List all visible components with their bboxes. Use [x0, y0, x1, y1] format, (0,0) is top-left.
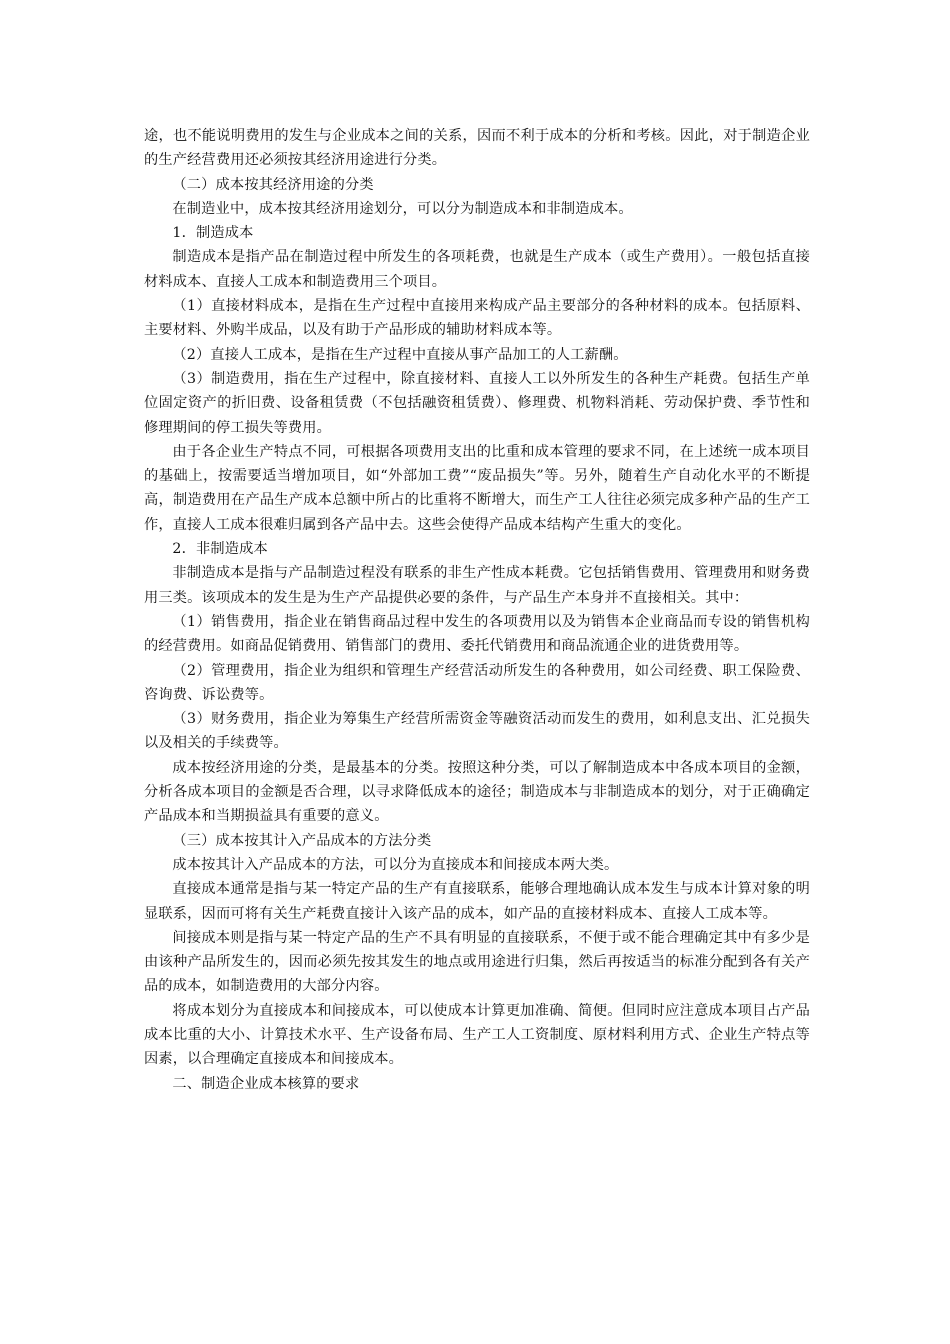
section-heading-economic-use: （二）成本按其经济用途的分类: [172, 176, 374, 193]
paragraph: 直接成本通常是指与某一特定产品的生产有直接联系，能够合理地确认成本发生与成本计算对象的明显联系，因而可将有关生产耗费直接计入该产品的成本，如产品的直接材料成本、直接人工成本等。: [144, 881, 810, 922]
subheading-non-manufacturing-cost: 2．非制造成本: [172, 541, 268, 558]
document-page: [144, 124, 810, 1096]
list-item: （3）制造费用，指在生产过程中，除直接材料、直接人工以外所发生的各种生产耗费。包括生产单位固定资产的折旧费、设备租赁费（不包括融资租赁费）、修理费、机物料消耗、劳动保护费、季节性和修理期间的停工损失等费用。: [144, 370, 810, 436]
paragraph: 制造成本是指产品在制造过程中所发生的各项耗费，也就是生产成本（或生产费用）。一般包括直接材料成本、直接人工成本和制造费用三个项目。: [144, 249, 810, 290]
paragraph: 由于各企业生产特点不同，可根据各项费用支出的比重和成本管理的要求不同，在上述统一成本项目的基础上，按需要适当增加项目，如“外部加工费”“废品损失”等。另外，随着生产自动化水平的不断提高，制造费用在产品生产成本总额中所占的比重将不断增大，而生产工人往往必须完成多种产品的生产工作，直接人工成本很难归属到各产品中去。这些会使得产品成本结构产生重大的变化。: [144, 443, 810, 533]
chapter-heading-requirements: 二、制造企业成本核算的要求: [172, 1075, 360, 1092]
list-item: （1）直接材料成本，是指在生产过程中直接用来构成产品主要部分的各种材料的成本。包括原料、主要材料、外购半成品，以及有助于产品形成的辅助材料成本等。: [144, 298, 810, 339]
paragraph-continuation: 途，也不能说明费用的发生与企业成本之间的关系，因而不利于成本的分析和考核。因此，对于制造企业的生产经营费用还必须按其经济用途进行分类。: [144, 128, 810, 169]
paragraph: 将成本划分为直接成本和间接成本，可以使成本计算更加准确、简便。但同时应注意成本项目占产品成本比重的大小、计算技术水平、生产设备布局、生产工人工资制度、原材料利用方式、企业生产特点等因素，以合理确定直接成本和间接成本。: [144, 1002, 810, 1068]
list-item: （2）管理费用，指企业为组织和管理生产经营活动所发生的各种费用，如公司经费、职工保险费、咨询费、诉讼费等。: [144, 662, 810, 703]
paragraph: 在制造业中，成本按其经济用途划分，可以分为制造成本和非制造成本。: [172, 200, 633, 217]
section-heading-cost-method: （三）成本按其计入产品成本的方法分类: [172, 832, 432, 849]
paragraph: 成本按经济用途的分类，是最基本的分类。按照这种分类，可以了解制造成本中各成本项目的金额，分析各成本项目的金额是否合理，以寻求降低成本的途径；制造成本与非制造成本的划分，对于正确确定产品成本和当期损益具有重要的意义。: [144, 759, 810, 825]
paragraph: 成本按其计入产品成本的方法，可以分为直接成本和间接成本两大类。: [172, 856, 619, 873]
list-item: （3）财务费用，指企业为筹集生产经营所需资金等融资活动而发生的费用，如利息支出、汇兑损失以及相关的手续费等。: [144, 711, 810, 752]
list-item: （1）销售费用，指企业在销售商品过程中发生的各项费用以及为销售本企业商品而专设的销售机构的经营费用。如商品促销费用、销售部门的费用、委托代销费用和商品流通企业的进货费用等。: [144, 613, 810, 655]
paragraph: 非制造成本是指与产品制造过程没有联系的非生产性成本耗费。它包括销售费用、管理费用和财务费用三类。该项成本的发生是为生产产品提供必要的条件，与产品生产本身并不直接相关。其中：: [144, 565, 810, 606]
subheading-manufacturing-cost: 1．制造成本: [172, 225, 254, 242]
paragraph: 间接成本则是指与某一特定产品的生产不具有明显的直接联系，不便于或不能合理确定其中有多少是由该种产品所发生的，因而必须先按其发生的地点或用途进行归集，然后再按适当的标准分配到各有关产品的成本，如制造费用的大部分内容。: [144, 929, 810, 995]
list-item: （2）直接人工成本，是指在生产过程中直接从事产品加工的人工薪酬。: [172, 346, 628, 363]
